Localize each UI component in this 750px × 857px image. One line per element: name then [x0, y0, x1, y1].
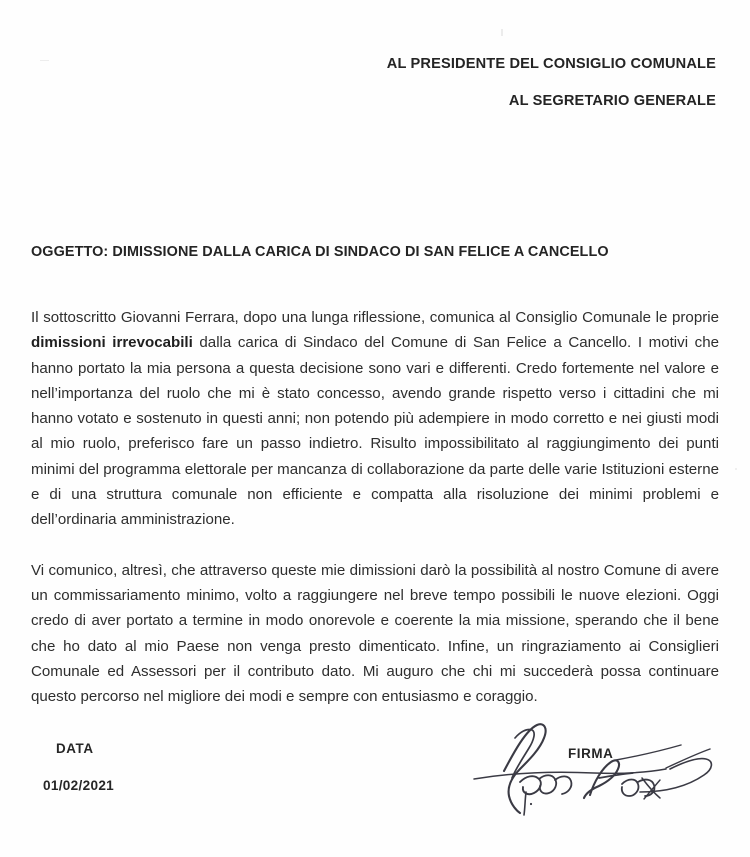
signature-block	[470, 716, 720, 816]
date-block	[43, 742, 114, 794]
paragraph-second: Vi comunico, altresì, che attraverso queste mie dimissioni darò la possibilità al nostro Comune di avere un commissariamento minimo, volto a raggiungere nel breve tempo possibili le nuove elezioni. Oggi credo di aver portato a termine in modo onorevole e coerente la mia missione, sperando che il bene che ho dato al mio Paese non venga presto dimenticato. Infine, un ringraziamento ai Consiglieri Comunale ed Assessori per il contributo dato. Mi auguro che chi mi succederà possa continuare questo percorso nel migliore dei modi e sempre con entusiasmo e coraggio.	[31, 561, 719, 706]
signature-label: FIRMA	[568, 746, 614, 761]
addressee-secretary: AL SEGRETARIO GENERALE	[508, 93, 716, 110]
date-label: DATA	[56, 741, 94, 756]
paragraph-first	[31, 305, 719, 533]
scan-speck	[735, 468, 737, 470]
subject-line: OGGETTO: DIMISSIONE DALLA CARICA DI SINDACO DI SAN FELICE A CANCELLO	[31, 244, 609, 260]
date-value: 01/02/2021	[43, 777, 115, 793]
scan-speck	[40, 60, 49, 61]
addressee-president: AL PRESIDENTE DEL CONSIGLIO COMUNALE	[386, 56, 716, 72]
scan-speck	[501, 29, 503, 36]
addressee-block	[196, 56, 716, 109]
irrevocable-resignation-emphasis: dimissioni irrevocabili	[31, 334, 193, 352]
letter-body	[31, 305, 719, 709]
paragraph-first-lead: Il sottoscritto Giovanni Ferrara, dopo una lunga riflessione, comunica al Consiglio Comunale le proprie	[31, 309, 719, 326]
paragraph-first-rest: dalla carica di Sindaco del Comune di San Felice a Cancello. I motivi che hanno portato la mia persona a questa decisione sono vari e differenti. Credo fortemente nel valore e nell’importanza del ruolo che mi è stato concesso, avendo grande rispetto verso i cittadini che mi hanno votato e sostenuto in questi anni; non potendo più adempiere in modo corretto e nei giusti modi al mio ruolo, preferisco fare un passo indietro. Risulto impossibilitato al raggiungimento dei punti minimi del programma elettorale per mancanza di collaborazione da parte delle varie Istituzioni esterne e di una struttura comunale non efficiente e compatta alla risoluzione dei minimi problemi e dell’ordinaria amministrazione.	[31, 334, 719, 529]
handwritten-signature-icon	[470, 716, 720, 816]
